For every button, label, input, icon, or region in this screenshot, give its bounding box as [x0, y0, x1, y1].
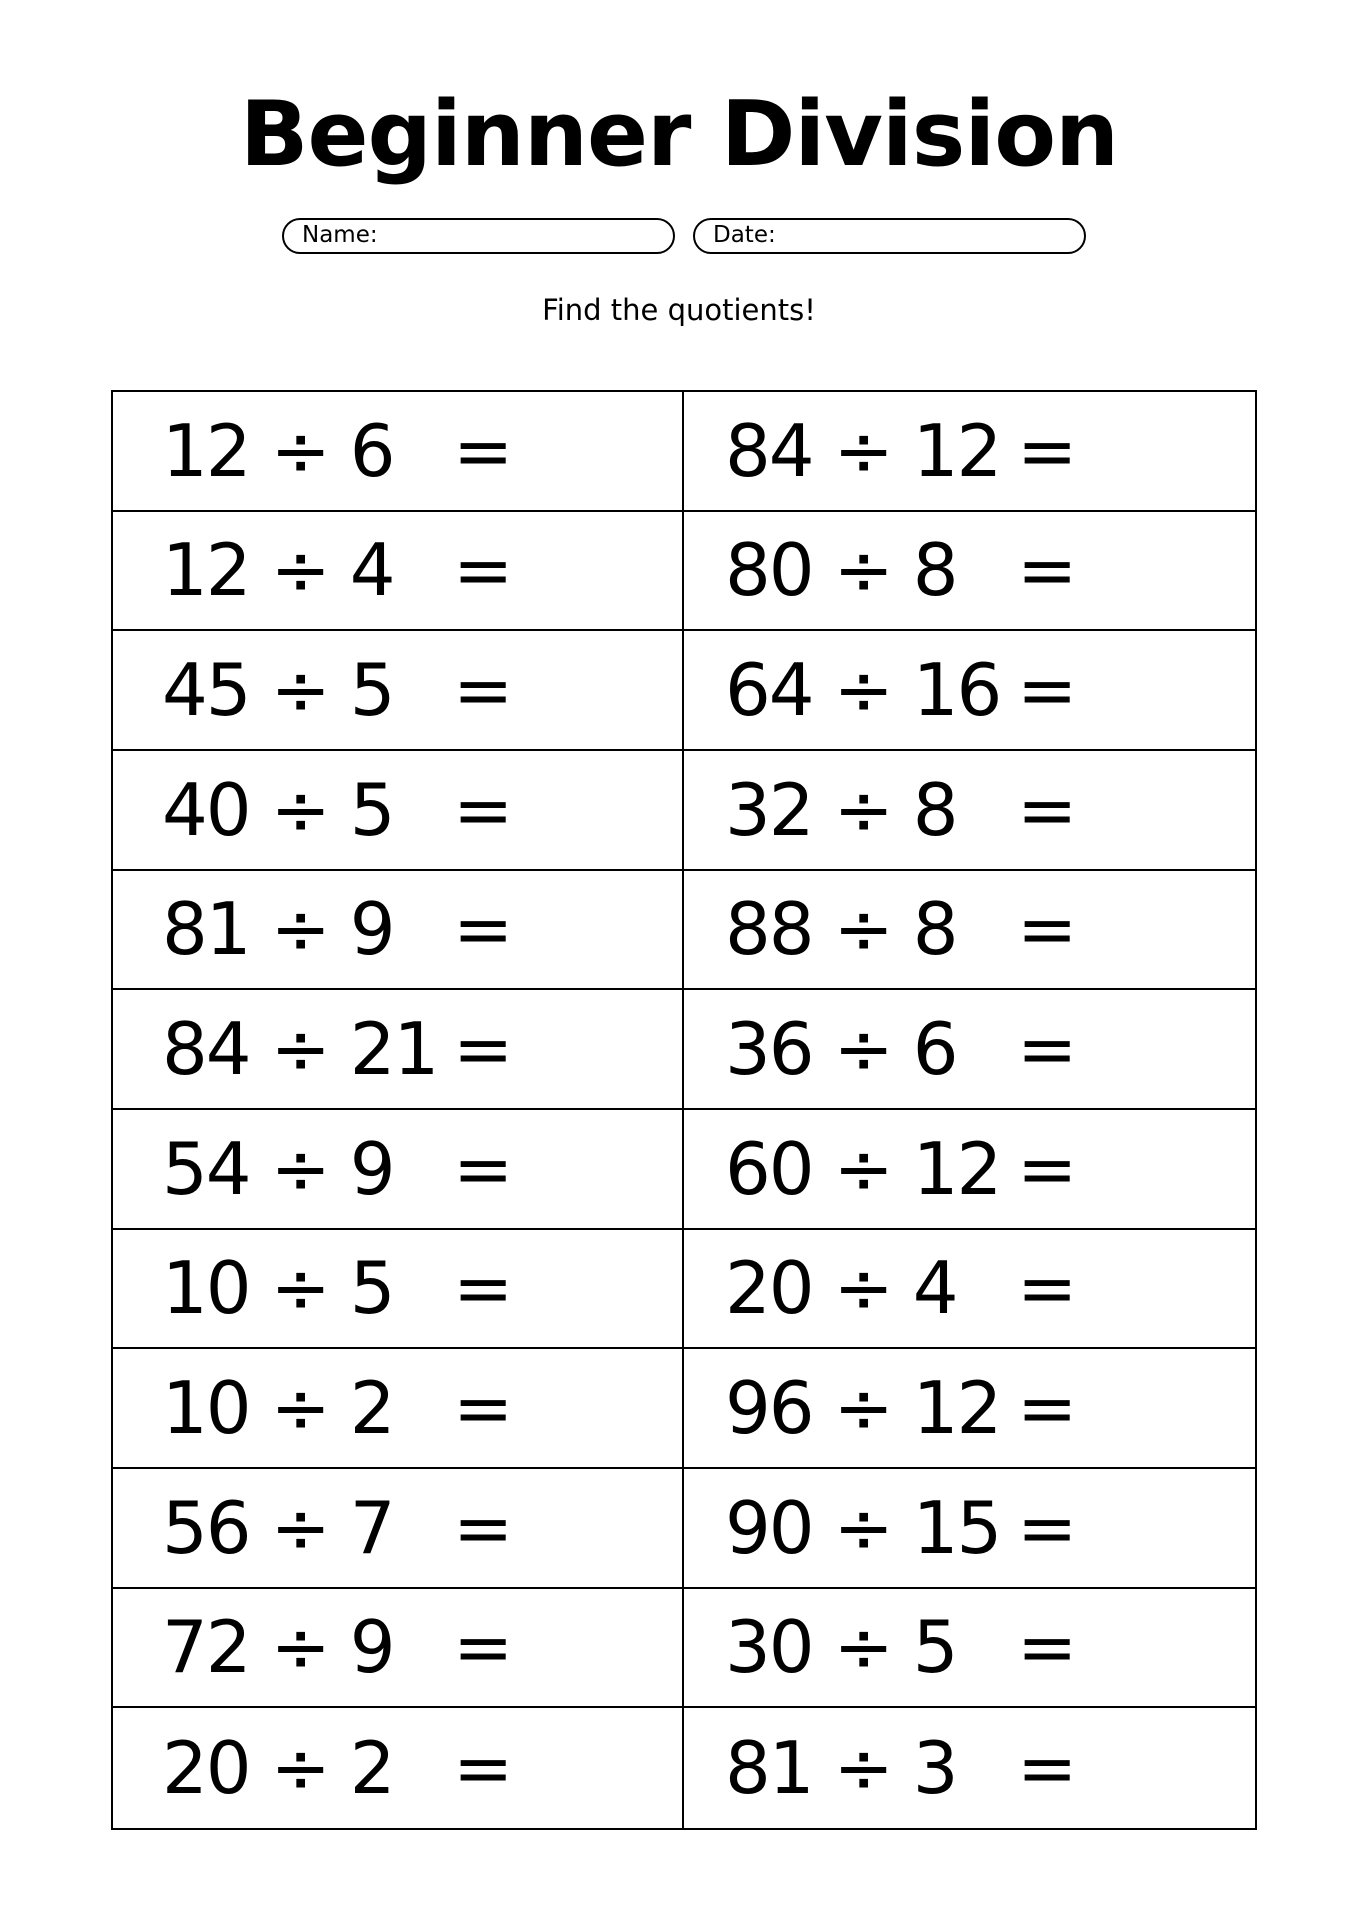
problem-expression: 45 ÷ 5	[162, 648, 394, 733]
problem-expression: 72 ÷ 9	[162, 1605, 394, 1690]
problem-expression: 10 ÷ 2	[162, 1366, 394, 1451]
problem-cell[interactable]	[684, 1110, 1255, 1230]
equals-sign: =	[453, 1366, 514, 1451]
problem-cell[interactable]	[113, 1349, 684, 1469]
equals-sign: =	[453, 1605, 514, 1690]
problem-expression: 64 ÷ 16	[725, 648, 1001, 733]
problem-expression: 80 ÷ 8	[725, 528, 957, 613]
problem-expression: 36 ÷ 6	[725, 1007, 957, 1092]
equals-sign: =	[453, 1246, 514, 1331]
problem-cell[interactable]	[113, 1708, 684, 1828]
equals-sign: =	[1017, 648, 1078, 733]
problem-expression: 56 ÷ 7	[162, 1485, 394, 1570]
equals-sign: =	[453, 1126, 514, 1211]
problem-cell[interactable]	[113, 1589, 684, 1709]
equals-sign: =	[1017, 1007, 1078, 1092]
problem-cell[interactable]	[113, 1230, 684, 1350]
problem-expression: 88 ÷ 8	[725, 887, 957, 972]
problem-expression: 12 ÷ 4	[162, 528, 394, 613]
problem-cell[interactable]	[113, 1469, 684, 1589]
problem-cell[interactable]	[113, 512, 684, 632]
problem-expression: 54 ÷ 9	[162, 1126, 394, 1211]
problem-expression: 40 ÷ 5	[162, 767, 394, 852]
date-label: Date:	[713, 222, 776, 248]
equals-sign: =	[453, 408, 514, 493]
problem-expression: 20 ÷ 2	[162, 1726, 394, 1811]
problem-expression: 20 ÷ 4	[725, 1246, 957, 1331]
problem-table	[111, 390, 1257, 1830]
equals-sign: =	[1017, 528, 1078, 613]
problem-expression: 60 ÷ 12	[725, 1126, 1001, 1211]
problem-expression: 81 ÷ 9	[162, 887, 394, 972]
equals-sign: =	[1017, 1246, 1078, 1331]
problem-cell[interactable]	[684, 512, 1255, 632]
equals-sign: =	[453, 528, 514, 613]
equals-sign: =	[453, 1485, 514, 1570]
problem-expression: 32 ÷ 8	[725, 767, 957, 852]
problem-cell[interactable]	[113, 631, 684, 751]
problem-cell[interactable]	[113, 751, 684, 871]
equals-sign: =	[453, 767, 514, 852]
problem-cell[interactable]	[684, 871, 1255, 991]
equals-sign: =	[453, 648, 514, 733]
name-label: Name:	[302, 222, 378, 248]
problem-expression: 90 ÷ 15	[725, 1485, 1001, 1570]
problem-expression: 30 ÷ 5	[725, 1605, 957, 1690]
worksheet-title: Beginner Division	[239, 82, 1119, 187]
problem-cell[interactable]	[684, 1469, 1255, 1589]
equals-sign: =	[1017, 887, 1078, 972]
equals-sign: =	[1017, 1366, 1078, 1451]
problem-cell[interactable]	[684, 751, 1255, 871]
problem-cell[interactable]	[684, 1589, 1255, 1709]
problem-cell[interactable]	[113, 990, 684, 1110]
problem-cell[interactable]	[684, 1708, 1255, 1828]
problem-expression: 84 ÷ 12	[725, 408, 1001, 493]
problem-expression: 81 ÷ 3	[725, 1726, 957, 1811]
equals-sign: =	[1017, 1605, 1078, 1690]
instruction-text: Find the quotients!	[542, 293, 816, 327]
problem-cell[interactable]	[684, 1230, 1255, 1350]
equals-sign: =	[1017, 767, 1078, 852]
equals-sign: =	[1017, 1485, 1078, 1570]
problem-expression: 12 ÷ 6	[162, 408, 394, 493]
problem-cell[interactable]	[113, 392, 684, 512]
problem-cell[interactable]	[113, 1110, 684, 1230]
problem-expression: 96 ÷ 12	[725, 1366, 1001, 1451]
equals-sign: =	[1017, 1126, 1078, 1211]
problem-cell[interactable]	[684, 1349, 1255, 1469]
problem-cell[interactable]	[684, 990, 1255, 1110]
problem-expression: 10 ÷ 5	[162, 1246, 394, 1331]
problem-cell[interactable]	[684, 631, 1255, 751]
equals-sign: =	[453, 1726, 514, 1811]
name-field[interactable]	[282, 218, 675, 254]
problem-cell[interactable]	[113, 871, 684, 991]
problem-cell[interactable]	[684, 392, 1255, 512]
date-field[interactable]	[693, 218, 1086, 254]
problem-expression: 84 ÷ 21	[162, 1007, 438, 1092]
equals-sign: =	[1017, 408, 1078, 493]
equals-sign: =	[453, 887, 514, 972]
equals-sign: =	[1017, 1726, 1078, 1811]
equals-sign: =	[453, 1007, 514, 1092]
